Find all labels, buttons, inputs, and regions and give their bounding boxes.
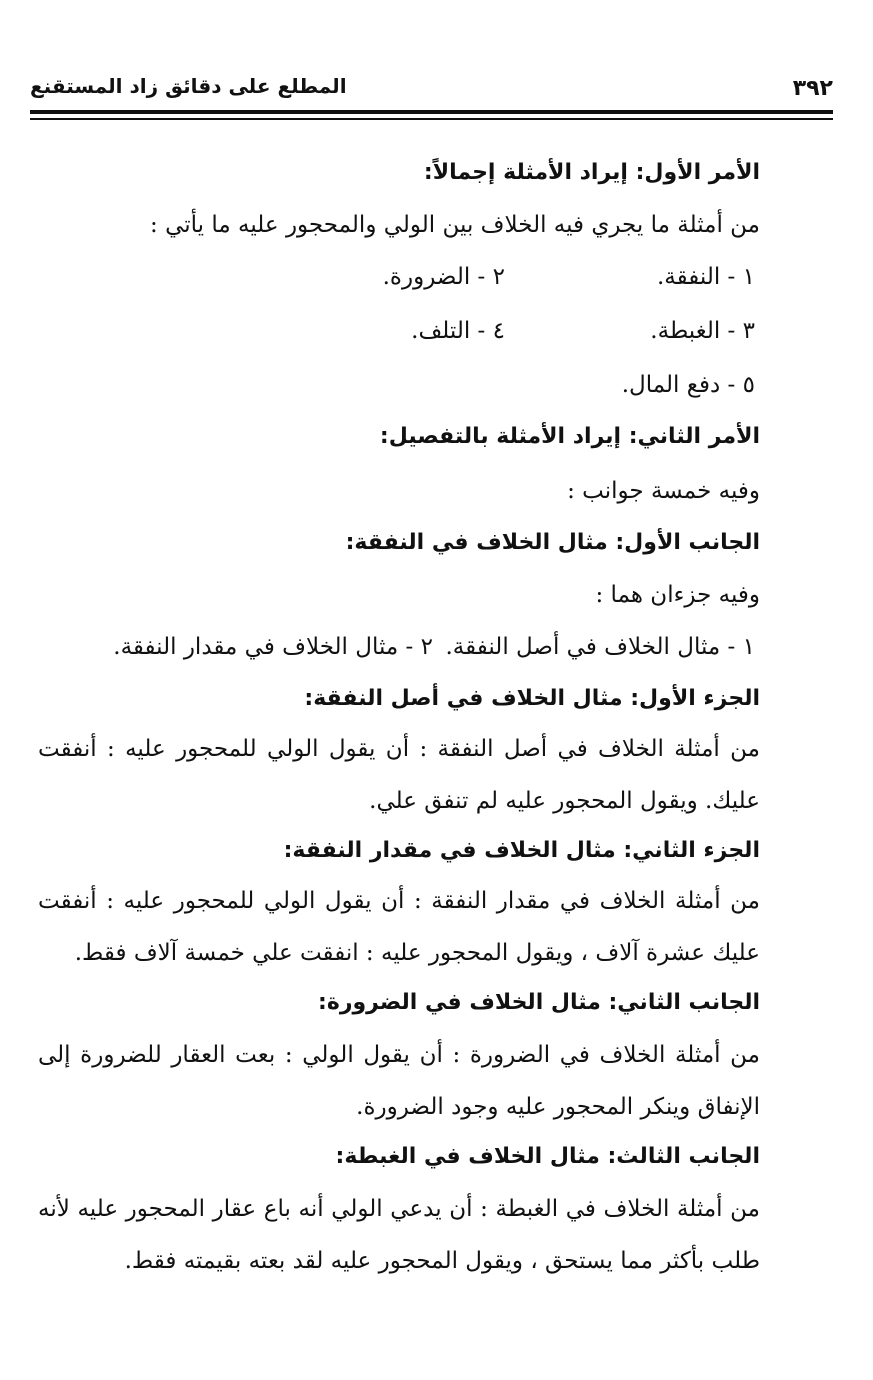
paragraph-line: طلب بأكثر مما يستحق ، ويقول المحجور عليه لقد بعته بقيمته فقط.: [124, 1248, 760, 1274]
paragraph-two-parts: وفيه جزءان هما :: [595, 582, 760, 608]
heading-first-part: الجزء الأول: مثال الخلاف في أصل النفقة:: [304, 686, 760, 711]
list-item: ٢ - مثال الخلاف في مقدار النفقة.: [113, 634, 433, 660]
list-item: ٢ - الضرورة.: [382, 264, 505, 290]
header-rule-thick: [30, 110, 833, 114]
paragraph-line: من أمثلة الخلاف في مقدار النفقة : أن يقول الولي للمحجور عليه : أنفقت: [38, 888, 760, 914]
heading-first-aspect: الجانب الأول: مثال الخلاف في النفقة:: [345, 530, 760, 555]
intro-paragraph: من أمثلة ما يجري فيه الخلاف بين الولي والمحجور عليه ما يأتي :: [150, 212, 760, 238]
list-item: ٣ - الغبطة.: [650, 318, 755, 344]
list-item: ٤ - التلف.: [411, 318, 505, 344]
paragraph-line: عليك عشرة آلاف ، ويقول المحجور عليه : انفقت علي خمسة آلاف فقط.: [74, 940, 760, 966]
paragraph-line: عليك. ويقول المحجور عليه لم تنفق علي.: [369, 788, 760, 814]
running-title: المطلع على دقائق زاد المستقنع: [30, 74, 347, 98]
page-number: ٣٩٢: [792, 76, 833, 101]
heading-first-matter: الأمر الأول: إيراد الأمثلة إجمالاً:: [423, 160, 760, 185]
paragraph-line: من أمثلة الخلاف في أصل النفقة : أن يقول الولي للمحجور عليه : أنفقت: [38, 736, 760, 762]
list-item: ١ - النفقة.: [656, 264, 755, 290]
heading-second-aspect: الجانب الثاني: مثال الخلاف في الضرورة:: [318, 990, 760, 1015]
paragraph-line: من أمثلة الخلاف في الضرورة : أن يقول الولي : بعت العقار للضرورة إلى: [38, 1042, 760, 1068]
heading-third-aspect: الجانب الثالث: مثال الخلاف في الغبطة:: [335, 1144, 760, 1169]
heading-second-part: الجزء الثاني: مثال الخلاف في مقدار النفقة:: [283, 838, 760, 863]
paragraph-line: من أمثلة الخلاف في الغبطة : أن يدعي الولي أنه باع عقار المحجور عليه لأنه: [38, 1196, 760, 1222]
list-item: ١ - مثال الخلاف في أصل النفقة.: [445, 634, 755, 660]
paragraph-five-aspects: وفيه خمسة جوانب :: [567, 478, 760, 504]
list-item: ٥ - دفع المال.: [621, 372, 755, 398]
paragraph-line: الإنفاق وينكر المحجور عليه وجود الضرورة.: [356, 1094, 760, 1120]
heading-second-matter: الأمر الثاني: إيراد الأمثلة بالتفصيل:: [379, 424, 760, 449]
page-header: [30, 72, 833, 106]
header-rule-thin: [30, 118, 833, 120]
